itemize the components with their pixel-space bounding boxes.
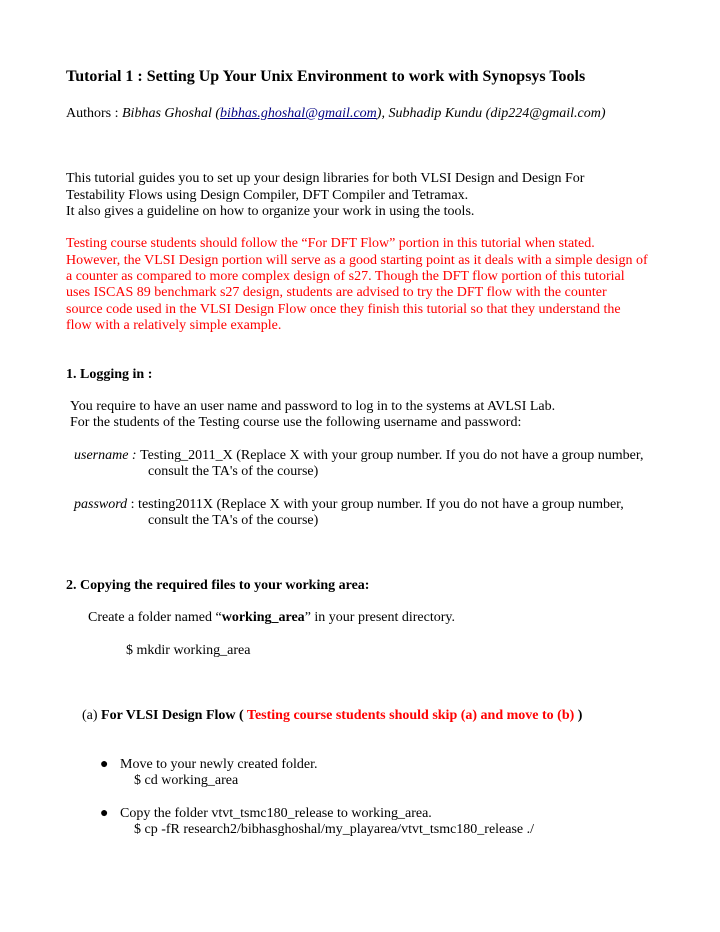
password-line	[74, 496, 624, 513]
bullet-1-command: $ cd working_area	[134, 773, 239, 788]
subsection-a-heading	[82, 707, 582, 724]
author-1-email-link[interactable]: bibhas.ghoshal@gmail.com	[220, 106, 377, 121]
folder-name: working_area	[221, 610, 305, 625]
create-folder-prefix: Create a folder named “	[88, 610, 222, 625]
bullet-2-command: $ cp -fR research2/bibhasghoshal/my_playarea/vtvt_tsmc180_release ./	[134, 822, 535, 837]
authors-label: Authors :	[66, 106, 122, 121]
section-1-heading: 1. Logging in :	[66, 367, 153, 382]
note-line-2: However, the VLSI Design portion will serve as a good starting point as it deals with a simple design of	[66, 253, 648, 268]
section-1-line-1: You require to have an user name and password to log in to the systems at AVLSI Lab.	[70, 399, 556, 414]
subsection-a-title: For VLSI Design Flow (	[101, 708, 247, 723]
password-continuation: consult the TA's of the course)	[148, 513, 319, 528]
bullet-icon: ●	[100, 757, 109, 772]
username-continuation: consult the TA's of the course)	[148, 464, 319, 479]
subsection-a-prefix: (a)	[82, 708, 102, 723]
author-1-name: Bibhas Ghoshal (	[122, 106, 220, 121]
username-text: Testing_2011_X (Replace X with your group number. If you do not have a group number,	[140, 448, 644, 463]
create-folder-suffix: ” in your present directory.	[304, 610, 456, 625]
note-line-6: flow with a relatively simple example.	[66, 318, 282, 333]
note-line-1: Testing course students should follow the “For DFT Flow” portion in this tutorial when stated.	[66, 236, 595, 251]
bullet-icon: ●	[100, 806, 109, 821]
bullet-2-text: Copy the folder vtvt_tsmc180_release to working_area.	[120, 806, 432, 821]
note-line-5: source code used in the VLSI Design Flow once they finish this tutorial so that they understand the	[66, 302, 621, 317]
authors-line	[66, 105, 605, 122]
intro-line-1: This tutorial guides you to set up your design libraries for both VLSI Design and Design For	[66, 171, 585, 186]
bullet-1-text: Move to your newly created folder.	[120, 757, 318, 772]
mkdir-command: $ mkdir working_area	[126, 643, 251, 658]
page-title: Tutorial 1 : Setting Up Your Unix Environment to work with Synopsys Tools	[66, 68, 586, 85]
subsection-a-skip-note: Testing course students should skip (a) and move to (b)	[246, 708, 575, 723]
section-2-heading: 2. Copying the required files to your working area:	[66, 578, 370, 593]
intro-line-3: It also gives a guideline on how to organize your work in using the tools.	[66, 204, 475, 219]
note-line-4: uses ISCAS 89 benchmark s27 design, students are advised to try the DFT flow with the counter	[66, 285, 607, 300]
create-folder-line	[88, 609, 455, 626]
password-text: : testing2011X (Replace X with your group number. If you do not have a group number,	[127, 497, 624, 512]
intro-line-2: Testability Flows using Design Compiler, DFT Compiler and Tetramax.	[66, 188, 469, 203]
username-label: username :	[74, 448, 141, 463]
note-line-3: a counter as compared to more complex design of s27. Though the DFT flow portion of this tutorial	[66, 269, 625, 284]
subsection-a-suffix: )	[574, 708, 583, 723]
username-line	[74, 447, 644, 464]
password-label: password	[74, 497, 128, 512]
author-2-text: ), Subhadip Kundu (dip224@gmail.com)	[376, 106, 606, 121]
section-1-line-2: For the students of the Testing course use the following username and password:	[70, 415, 522, 430]
